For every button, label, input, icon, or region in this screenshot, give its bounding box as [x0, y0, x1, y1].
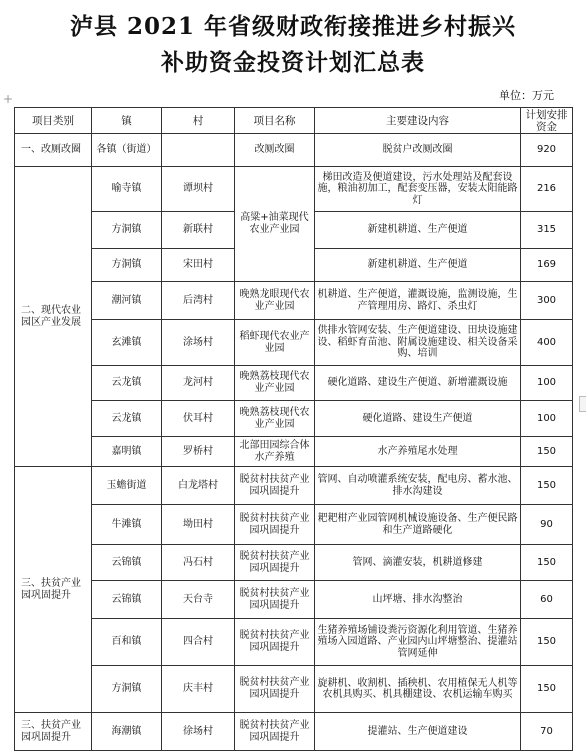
- table-row: [15, 505, 573, 545]
- table-row: [15, 167, 573, 212]
- unit-label: 单位：万元: [499, 89, 554, 102]
- header-town: 镇: [92, 108, 162, 134]
- category-cell: 三、扶贫产业园巩固提升: [15, 467, 92, 713]
- category-cell: 一、改厕改圈: [15, 134, 92, 167]
- content-cell: 硬化道路、建设生产便道: [315, 401, 521, 437]
- village-cell: 四合村: [162, 619, 235, 666]
- town-cell: 云龙镇: [92, 401, 162, 437]
- content-cell: 脱贫户改厕改圈: [315, 134, 521, 167]
- amount-cell: 400: [521, 320, 573, 366]
- table-row: [15, 282, 573, 320]
- amount-cell: 216: [521, 167, 573, 212]
- village-cell: 涂场村: [162, 320, 235, 366]
- town-cell: 云龙镇: [92, 366, 162, 401]
- village-cell: 后湾村: [162, 282, 235, 320]
- project-cell: 脱贫村扶贫产业园巩固提升: [235, 581, 315, 619]
- village-cell: 冯石村: [162, 545, 235, 581]
- table-header-row: [15, 108, 573, 134]
- project-cell: 脱贫村扶贫产业园巩固提升: [235, 619, 315, 666]
- content-cell: 管网、滴灌安装，机耕道修建: [315, 545, 521, 581]
- project-cell: 改厕改圈: [235, 134, 315, 167]
- amount-cell: 315: [521, 212, 573, 249]
- project-cell: 脱贫村扶贫产业园巩固提升: [235, 545, 315, 581]
- content-cell: 耙耙柑产业园管网机械设施设备、生产便民路和生产道路硬化: [315, 505, 521, 545]
- amount-cell: 150: [521, 467, 573, 505]
- village-cell: 宋田村: [162, 249, 235, 282]
- village-cell: 徐场村: [162, 713, 235, 751]
- amount-cell: 150: [521, 619, 573, 666]
- amount-cell: 100: [521, 401, 573, 437]
- town-cell: 云锦镇: [92, 545, 162, 581]
- amount-cell: 60: [521, 581, 573, 619]
- table-row: [15, 713, 573, 751]
- project-cell: 脱贫村扶贫产业园巩固提升: [235, 666, 315, 713]
- content-cell: 供排水管网安装、生产便道建设、田块设施建设、稻虾育苗池、附属设施建设、相关设备采购、培训: [315, 320, 521, 366]
- project-cell: 北部田园综合体水产养殖: [235, 437, 315, 467]
- amount-cell: 150: [521, 545, 573, 581]
- amount-cell: 150: [521, 666, 573, 713]
- project-cell: 高粱+油菜现代农业产业园: [235, 167, 315, 282]
- town-cell: 方洞镇: [92, 249, 162, 282]
- amount-cell: 300: [521, 282, 573, 320]
- village-cell: 谭坝村: [162, 167, 235, 212]
- header-content: 主要建设内容: [315, 108, 521, 134]
- scroll-handle[interactable]: [579, 396, 586, 412]
- town-cell: 牛滩镇: [92, 505, 162, 545]
- project-cell: 晚熟龙眼现代农业产业园: [235, 282, 315, 320]
- project-cell: 稻虾现代农业产业园: [235, 320, 315, 366]
- category-cell: 二、现代农业园区产业发展: [15, 167, 92, 467]
- table-row: [15, 401, 573, 437]
- town-cell: 玄滩镇: [92, 320, 162, 366]
- amount-cell: 150: [521, 437, 573, 467]
- table-row: [15, 467, 573, 505]
- town-cell: 方洞镇: [92, 212, 162, 249]
- project-cell: 脱贫村扶贫产业园巩固提升: [235, 505, 315, 545]
- town-cell: 潮河镇: [92, 282, 162, 320]
- amount-cell: 169: [521, 249, 573, 282]
- table-row: [15, 134, 573, 167]
- header-category: 项目类别: [15, 108, 92, 134]
- village-cell: 白龙塔村: [162, 467, 235, 505]
- project-cell: 晚熟荔枝现代农业产业园: [235, 366, 315, 401]
- table-row: [15, 619, 573, 666]
- header-village: 村: [162, 108, 235, 134]
- village-cell: 庆丰村: [162, 666, 235, 713]
- amount-cell: 90: [521, 505, 573, 545]
- town-cell: 百和镇: [92, 619, 162, 666]
- table-row: [15, 366, 573, 401]
- content-cell: 山坪塘、排水沟整治: [315, 581, 521, 619]
- amount-cell: 920: [521, 134, 573, 167]
- table-row: [15, 320, 573, 366]
- document-title-line1: 泸县 2021 年省级财政衔接推进乡村振兴: [69, 13, 517, 40]
- content-cell: 硬化道路、建设生产便道、新增灌溉设施: [315, 366, 521, 401]
- table-row: [15, 666, 573, 713]
- content-cell: 水产养殖尾水处理: [315, 437, 521, 467]
- content-cell: 新建机耕道、生产便道: [315, 212, 521, 249]
- town-cell: 喻寺镇: [92, 167, 162, 212]
- content-cell: 旋耕机、收割机、插秧机、农用植保无人机等农机具购买、机具棚建设、农机运输车购买: [315, 666, 521, 713]
- crosshair-icon: +: [3, 92, 14, 106]
- village-cell: 坳田村: [162, 505, 235, 545]
- content-cell: 机耕道、生产便道，灌溉设施，监测设施，生产管理用房、路灯、杀虫灯: [315, 282, 521, 320]
- project-cell: 晚熟荔枝现代农业产业园: [235, 401, 315, 437]
- town-cell: 嘉明镇: [92, 437, 162, 467]
- amount-cell: 100: [521, 366, 573, 401]
- category-cell: 三、扶贫产业园巩固提升: [15, 713, 92, 751]
- project-cell: 脱贫村扶贫产业园巩固提升: [235, 467, 315, 505]
- content-cell: 提灌站、生产便道建设: [315, 713, 521, 751]
- header-project: 项目名称: [235, 108, 315, 134]
- town-cell: 玉蟾街道: [92, 467, 162, 505]
- village-cell: 龙河村: [162, 366, 235, 401]
- header-amount: 计划安排资金: [521, 108, 573, 134]
- document-title-line2: 补助资金投资计划汇总表: [161, 49, 425, 76]
- content-cell: 生猪养殖场铺设粪污资源化利用管道、生猪养殖场入园道路、产业园内山坪塘整治、提灌站管网延伸: [315, 619, 521, 666]
- table-row: [15, 545, 573, 581]
- table-row: [15, 581, 573, 619]
- content-cell: 梯田改造及便道建设，污水处理站及配套设施，粮油初加工，配套变压器，安装太阳能路灯: [315, 167, 521, 212]
- content-cell: 管网、自动喷灌系统安装，配电房、蓄水池、排水沟建设: [315, 467, 521, 505]
- content-cell: 新建机耕道、生产便道: [315, 249, 521, 282]
- village-cell: 天台寺: [162, 581, 235, 619]
- amount-cell: 70: [521, 713, 573, 751]
- town-cell: 云锦镇: [92, 581, 162, 619]
- village-cell: 罗桥村: [162, 437, 235, 467]
- village-cell: [162, 134, 235, 167]
- town-cell: 方洞镇: [92, 666, 162, 713]
- project-cell: 脱贫村扶贫产业园巩固提升: [235, 713, 315, 751]
- investment-plan-table: [14, 107, 573, 751]
- table-row: [15, 437, 573, 467]
- village-cell: 新联村: [162, 212, 235, 249]
- town-cell: 各镇（街道）: [92, 134, 162, 167]
- town-cell: 海潮镇: [92, 713, 162, 751]
- village-cell: 伏耳村: [162, 401, 235, 437]
